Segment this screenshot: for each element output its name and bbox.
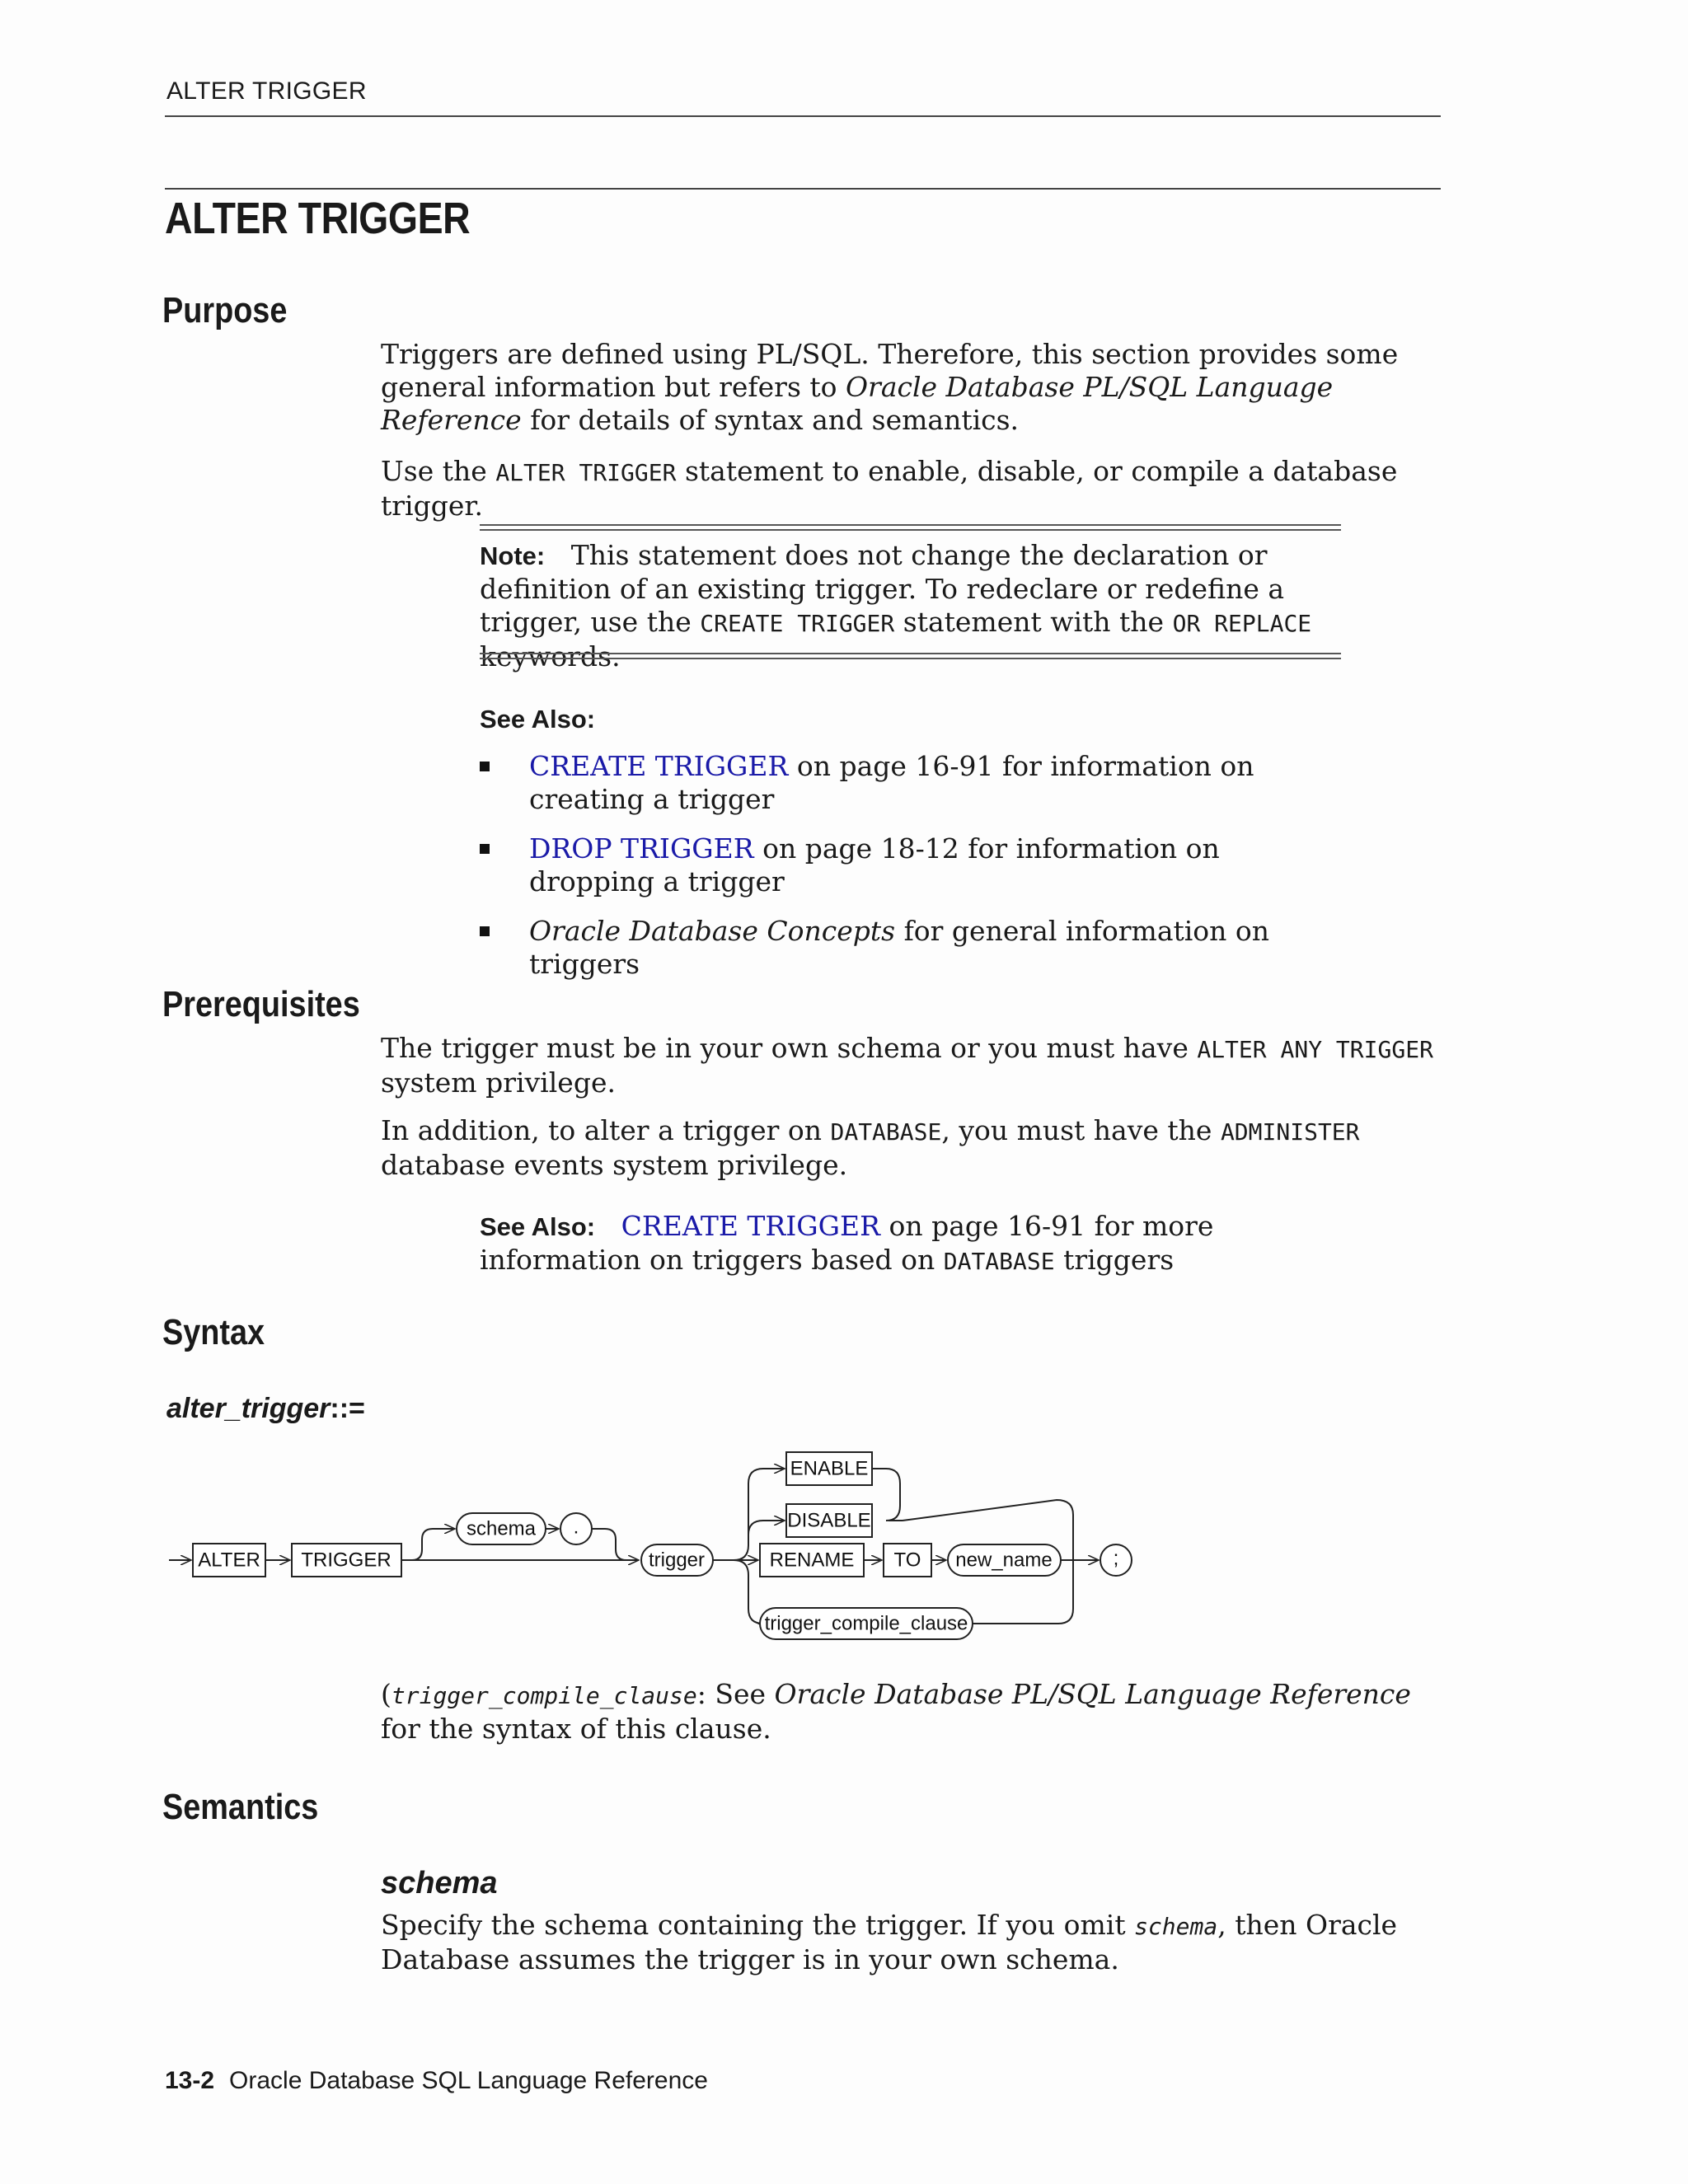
semicolon-label: ; [1113,1547,1119,1570]
purpose-paragraph-2: Use the ALTER TRIGGER statement to enable, disable, or compile a database trigger. [381,455,1398,522]
page-footer [165,2067,708,2095]
bullet-icon [480,926,490,936]
alter-keyword: ALTER [198,1549,260,1572]
railroad-diagram [0,1434,1688,1657]
purpose-heading: Purpose [162,290,288,330]
note-text: Note: This statement does not change the declaration or definition of an existing trigger. To redeclare or redefine a trigger, use the CREATE TRIGGER statement with the OR REPLACE keywords. [480,539,1312,673]
prerequisites-paragraph-1: The trigger must be in your own schema or you must have ALTER ANY TRIGGER system privilege. [381,1032,1433,1099]
see-also-label: See Also: [480,705,596,733]
list-item: CREATE TRIGGER on page 16-91 for information on creating a trigger [480,750,1353,816]
page-title: ALTER TRIGGER [165,194,471,243]
list-item: Oracle Database Concepts for general information on triggers [480,915,1353,981]
syntax-rule-name: alter_trigger::= [166,1393,365,1424]
note-bottom-rule [480,653,1341,659]
see-also-list [480,750,1353,997]
page-number: 13-2 [165,2067,215,2094]
trigger-keyword: TRIGGER [301,1549,392,1572]
enable-keyword: ENABLE [790,1457,869,1480]
book-title: Oracle Database SQL Language Reference [229,2067,708,2094]
schema-subheading: schema [381,1866,498,1900]
create-trigger-link[interactable]: CREATE TRIGGER [621,1210,880,1242]
bullet-icon [480,844,490,854]
list-item: DROP TRIGGER on page 18-12 for information on dropping a trigger [480,832,1353,898]
plsql-reference-title: Oracle Database PL/SQL Language Reference [381,371,1334,436]
running-header: ALTER TRIGGER [166,77,367,105]
schema-paragraph: Specify the schema containing the trigger. If you omit schema, then Oracle Database assumes the trigger is in your own schema. [381,1909,1398,1975]
note-label: Note: [480,541,546,570]
bullet-icon [480,762,490,771]
trigger-label: trigger [648,1549,706,1572]
prerequisites-heading: Prerequisites [162,984,360,1024]
header-rule [165,115,1441,117]
prerequisites-paragraph-2: In addition, to alter a trigger on DATABASE, you must have the ADMINISTER database events system privilege. [381,1114,1360,1181]
syntax-note: (trigger_compile_clause: See Oracle Database PL/SQL Language Reference for the syntax of this clause. [381,1678,1411,1745]
title-rule [165,188,1441,190]
dot-label: . [573,1516,579,1539]
semantics-heading: Semantics [162,1787,319,1827]
prerequisites-see-also: See Also: CREATE TRIGGER on page 16-91 for more information on triggers based on DATABASE triggers [480,1210,1214,1276]
purpose-paragraph-1: Triggers are defined using PL/SQL. Therefore, this section provides some general information but refers to Oracle Database PL/SQL Language Reference for details of syntax and semantics. [381,338,1399,436]
note-top-rule [480,524,1341,531]
drop-trigger-link[interactable]: DROP TRIGGER [529,832,754,865]
disable-keyword: DISABLE [787,1509,871,1532]
create-trigger-link[interactable]: CREATE TRIGGER [529,750,789,782]
compile-clause-label: trigger_compile_clause [764,1612,968,1635]
to-keyword: TO [893,1549,921,1572]
rename-keyword: RENAME [769,1549,855,1572]
new-name-label: new_name [955,1549,1053,1572]
schema-label: schema [466,1517,537,1540]
syntax-heading: Syntax [162,1312,265,1352]
